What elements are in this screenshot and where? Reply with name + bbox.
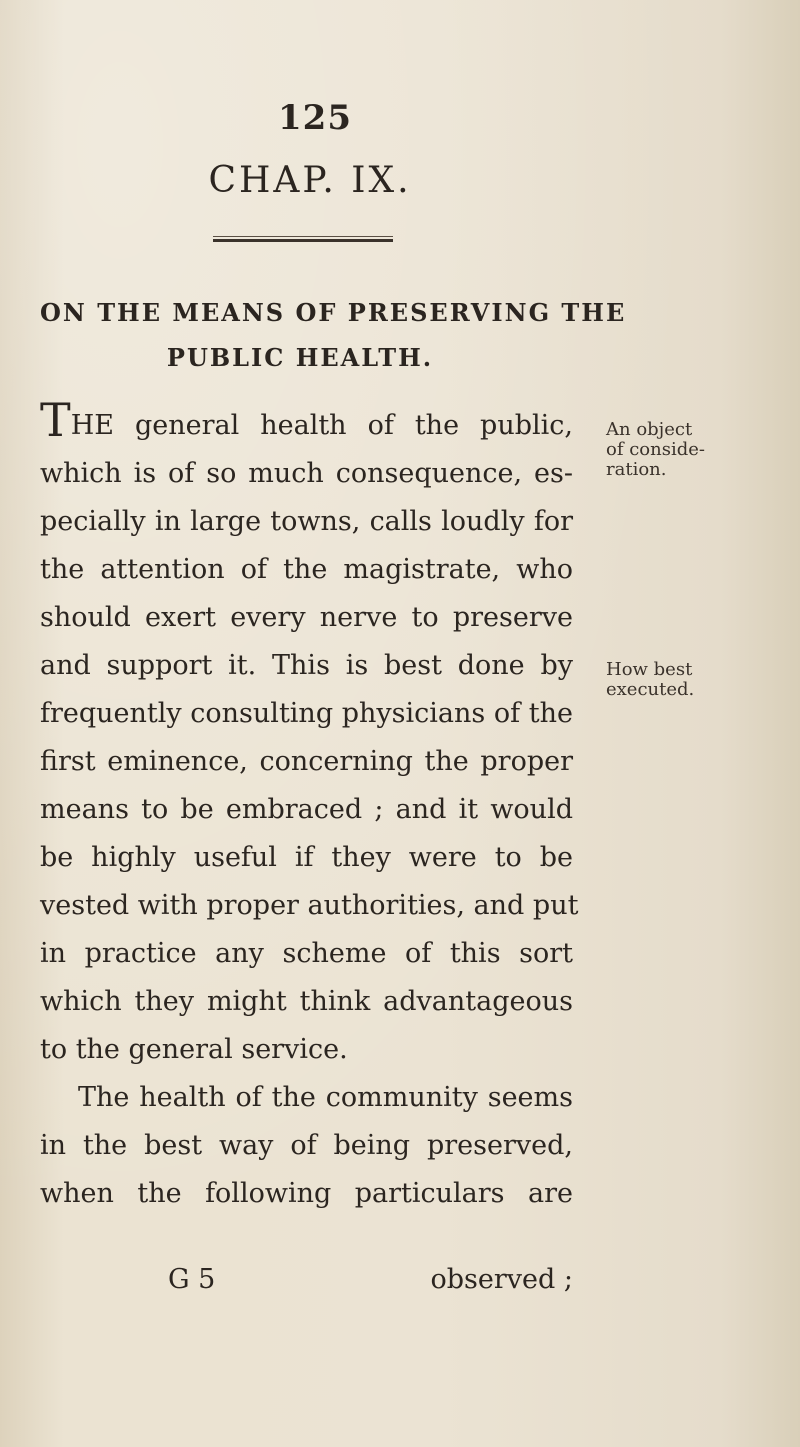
margin-note bbox=[606, 420, 766, 480]
margin-note-line: An object bbox=[606, 419, 693, 440]
body-line: and support it. This is best done by bbox=[40, 650, 573, 681]
body-line: pecially in large towns, calls loudly for bbox=[40, 506, 573, 537]
body-line: vested with proper authorities, and put bbox=[40, 890, 579, 921]
body-text bbox=[40, 393, 579, 1218]
body-line: means to be embraced ; and it would bbox=[40, 794, 573, 825]
body-line: in practice any scheme of this sort bbox=[40, 938, 573, 969]
body-line: THE general health of the public, bbox=[40, 393, 573, 447]
body-line: first eminence, concerning the proper bbox=[40, 746, 573, 777]
body-line: be highly useful if they were to be bbox=[40, 842, 573, 873]
body-line: frequently consulting physicians of the bbox=[40, 698, 573, 729]
body-line: to the general service. bbox=[40, 1034, 348, 1065]
body-line: which is of so much consequence, es- bbox=[40, 458, 573, 489]
margin-note-line: executed. bbox=[606, 679, 695, 700]
margin-note-line: of conside- bbox=[606, 439, 705, 460]
margin-note-line: How best bbox=[606, 659, 693, 680]
chapter-rule bbox=[213, 236, 393, 242]
chapter-heading-line-2: PUBLIC HEALTH. bbox=[166, 343, 434, 372]
body-line: The health of the community seems bbox=[78, 1082, 573, 1113]
chapter-heading-line-1: ON THE MEANS OF PRESERVING THE bbox=[40, 298, 627, 327]
body-line: in the best way of being preserved, bbox=[40, 1130, 573, 1161]
drop-cap: T bbox=[40, 393, 71, 447]
body-line: when the following particulars are bbox=[40, 1178, 573, 1209]
signature-mark: G 5 bbox=[168, 1264, 216, 1295]
body-line: the attention of the magistrate, who bbox=[40, 554, 573, 585]
chapter-title: CHAP. IX. bbox=[208, 160, 412, 201]
page-number: 125 bbox=[278, 98, 352, 138]
catchword: observed ; bbox=[430, 1264, 573, 1295]
footer-line bbox=[40, 1256, 573, 1304]
margin-note bbox=[606, 660, 766, 700]
body-line: should exert every nerve to preserve bbox=[40, 602, 573, 633]
body-line: which they might think advantageous bbox=[40, 986, 573, 1017]
margin-note-line: ration. bbox=[606, 459, 667, 480]
